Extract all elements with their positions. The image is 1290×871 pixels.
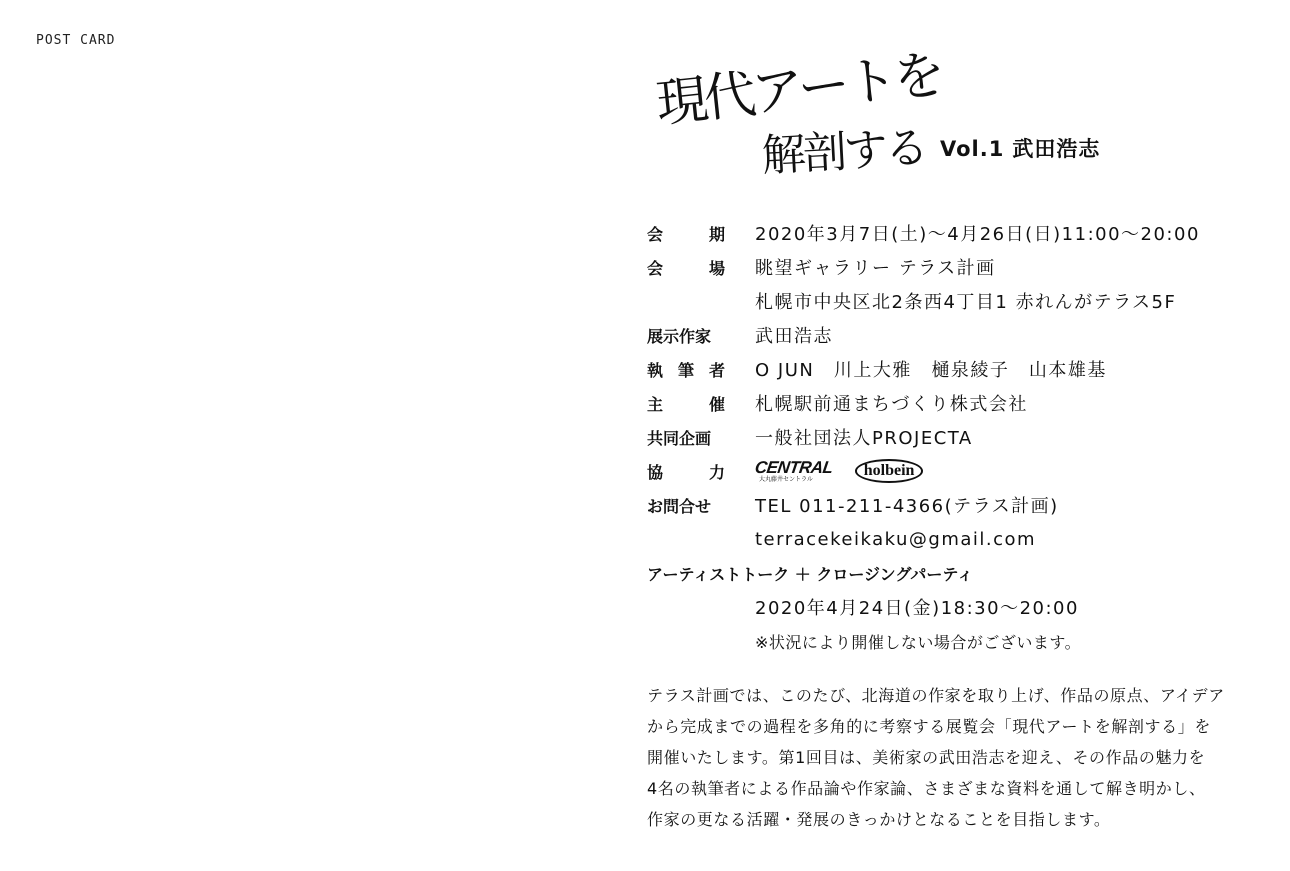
central-logo [755,459,833,483]
event-label: アーティストトーク ＋ クロージングパーティ [647,564,974,584]
writers-value: O JUN 川上大雅 樋泉綾子 山本雄基 [755,360,1107,381]
contact-email: terracekeikaku@gmail.com [755,528,1037,550]
label-char: 主 [647,394,664,414]
label-char: 者 [708,360,725,380]
info-row-venue [647,250,1267,284]
holbein-logo: holbein [855,459,924,483]
info-row-period [647,216,1267,250]
title-line1: 現代アートを [653,44,945,135]
description-line: 開催いたします。第1回目は、美術家の武田浩志を迎え、その作品の魅力を [647,748,1206,767]
label-char: 力 [708,462,725,482]
period-value: 2020年3月7日(土)〜4月26日(日)11:00〜20:00 [755,224,1200,245]
vol-heading [940,133,1108,163]
description-line: 4名の執筆者による作品論や作家論、さまざまな資料を通して解き明かし、 [647,779,1206,798]
description-line: から完成までの過程を多角的に考察する展覧会「現代アートを解剖する」を [647,717,1211,736]
period-label [647,222,725,245]
artist-value: 武田浩志 [755,326,833,347]
title-logo [648,40,945,190]
label-char: 筆 [677,360,694,380]
label-char: 催 [708,394,725,414]
event-info [647,216,1267,658]
description [647,680,1257,835]
label-char: 会 [647,224,664,244]
info-row-organizer [647,386,1267,420]
info-row-event-note [647,624,1267,658]
info-row-cooperation [647,454,1267,488]
central-logo-text: CENTRAL [753,458,835,477]
contact-tel: TEL 011-211-4366(テラス計画) [755,496,1059,517]
label-char: 場 [708,258,725,278]
info-row-event [647,556,1267,590]
artist-name-heading: 武田浩志 [1012,137,1101,161]
label-char: 執 [647,360,664,380]
venue-label [647,256,725,279]
title-line2: 解剖する [760,122,928,182]
writers-label [647,358,725,381]
organizer-value: 札幌駅前通まちづくり株式会社 [755,394,1028,415]
cooperation-label [647,460,725,483]
event-note: ※状況により開催しない場合がございます。 [755,632,1082,652]
co-planning-value: 一般社団法人PROJECTA [755,428,973,449]
info-row-address [647,284,1267,318]
info-row-artist [647,318,1267,352]
venue-value: 眺望ギャラリー テラス計画 [755,258,996,279]
event-date: 2020年4月24日(金)18:30〜20:00 [755,598,1079,619]
description-line: テラス計画では、このたび、北海道の作家を取り上げ、作品の原点、アイデア [647,686,1225,705]
central-logo-subtext: 大丸藤井セントラル [759,476,813,483]
label-char: 会 [647,258,664,278]
contact-label: お問合せ [647,496,712,516]
info-row-contact [647,488,1267,522]
vol-number: Vol.1 [940,137,1005,161]
info-row-writers [647,352,1267,386]
organizer-label [647,392,725,415]
venue-address: 札幌市中央区北2条西4丁目1 赤れんがテラス5F [755,292,1177,313]
co-planning-label: 共同企画 [647,428,712,448]
info-row-email [647,522,1267,556]
info-row-event-date [647,590,1267,624]
artist-label: 展示作家 [647,326,712,346]
info-row-co-planning [647,420,1267,454]
sponsor-logos [755,459,923,483]
label-char: 協 [647,462,664,482]
description-line: 作家の更なる活躍・発展のきっかけとなることを目指します。 [647,810,1111,829]
label-char: 期 [708,224,725,244]
postcard-label: POST CARD [36,33,116,48]
